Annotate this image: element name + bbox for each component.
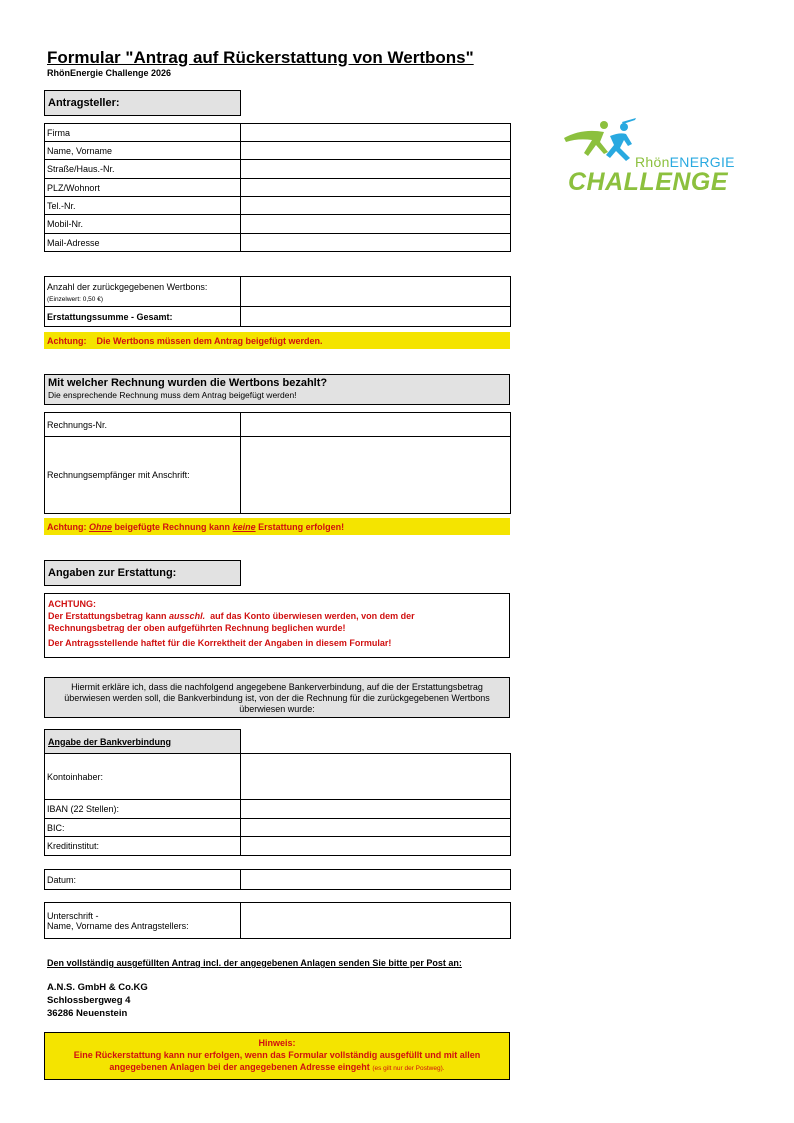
voucher-unit-value: (Einzelwert: 0,50 €) [47, 296, 103, 303]
phone-label: Tel.-Nr. [45, 197, 241, 215]
zip-city-field[interactable] [241, 179, 511, 197]
name-label: Name, Vorname [45, 142, 241, 160]
notice-box: Hinweis: Eine Rückerstattung kann nur erfolgen, wenn das Formular vollständig ausgefüllt und mit allen angegebenen Anlagen bei der angegebenen Adresse eingeht (es gilt nur der Postweg). [44, 1032, 510, 1080]
email-label: Mail-Adresse [45, 234, 241, 252]
bank-table [44, 753, 511, 856]
name-field[interactable] [241, 142, 511, 160]
postal-address: A.N.S. GmbH & Co.KG Schlossbergweg 4 36286 Neuenstein [47, 982, 148, 1019]
signature-field[interactable] [241, 903, 511, 939]
bank-name-label: Kreditinstitut: [45, 837, 241, 856]
invoice-recipient-label: Rechnungsempfänger mit Anschrift: [45, 437, 241, 514]
iban-label: IBAN (22 Stellen): [45, 800, 241, 819]
invoice-heading-box [44, 374, 510, 405]
phone-field[interactable] [241, 197, 511, 215]
firma-field[interactable] [241, 124, 511, 142]
invoice-warning-banner: Achtung: Ohne beigefügte Rechnung kann keine Erstattung erfolgen! [44, 518, 510, 535]
date-field[interactable] [241, 870, 511, 890]
signature-label: Unterschrift - Name, Vorname des Antragstellers: [45, 903, 241, 939]
applicant-table [44, 123, 511, 252]
firma-label: Firma [45, 124, 241, 142]
bank-heading: Angabe der Bankverbindung [44, 729, 241, 754]
invoice-no-label: Rechnungs-Nr. [45, 413, 241, 437]
logo-text-challenge: CHALLENGE [568, 168, 729, 196]
page-title: Formular "Antrag auf Rückerstattung von Wertbons" [47, 48, 474, 67]
invoice-table [44, 412, 511, 514]
event-logo [560, 118, 750, 200]
refund-total-field[interactable] [241, 307, 511, 327]
refund-heading: Angaben zur Erstattung: [44, 560, 241, 586]
bic-field[interactable] [241, 819, 511, 837]
invoice-recipient-field[interactable] [241, 437, 511, 514]
bank-declaration-box: Hiermit erkläre ich, dass die nachfolgend angegebene Bankerverbindung, auf die der Erstattungsbetrag überwiesen werden soll, die Bankverbindung ist, von der die Rechnung für die zurückgegebenen Wertbons überwiesen wurde: [44, 677, 510, 718]
voucher-count-label: Anzahl der zurückgegebenen Wertbons: (Einzelwert: 0,50 €) [45, 277, 241, 307]
street-field[interactable] [241, 160, 511, 179]
refund-total-label: Erstattungssumme - Gesamt: [45, 307, 241, 327]
date-label: Datum: [45, 870, 241, 890]
voucher-warning-banner: Achtung: Die Wertbons müssen dem Antrag beigefügt werden. [44, 332, 510, 349]
mobile-label: Mobil-Nr. [45, 215, 241, 234]
applicant-heading: Antragsteller: [44, 90, 241, 116]
account-holder-field[interactable] [241, 754, 511, 800]
zip-city-label: PLZ/Wohnort [45, 179, 241, 197]
bank-name-field[interactable] [241, 837, 511, 856]
signature-table [44, 902, 511, 939]
voucher-count-field[interactable] [241, 277, 511, 307]
refund-alert-box: ACHTUNG: Der Erstattungsbetrag kann ausschl. auf das Konto überwiesen werden, von dem der Rechnungsbetrag der oben aufgeführten Rechnung beglichen wurde! Der Antragsstellende haftet für die Korrektheit der Angaben in diesem Formular! [44, 593, 510, 658]
runners-icon [560, 118, 640, 166]
invoice-subheading: Die ensprechende Rechnung muss dem Antrag beigefügt werden! [48, 390, 297, 400]
mail-instruction: Den vollständig ausgefüllten Antrag incl. der angegebenen Anlagen senden Sie bitte per Post an: [47, 958, 462, 968]
page-subtitle: RhönEnergie Challenge 2026 [47, 68, 172, 78]
iban-field[interactable] [241, 800, 511, 819]
email-field[interactable] [241, 234, 511, 252]
invoice-no-field[interactable] [241, 413, 511, 437]
bic-label: BIC: [45, 819, 241, 837]
vouchers-table [44, 276, 511, 327]
mobile-field[interactable] [241, 215, 511, 234]
logo-text-rhoenenergie: RhönENERGIE [635, 154, 735, 170]
date-table [44, 869, 511, 890]
street-label: Straße/Haus.-Nr. [45, 160, 241, 179]
invoice-heading: Mit welcher Rechnung wurden die Wertbons bezahlt? [48, 377, 328, 389]
account-holder-label: Kontoinhaber: [45, 754, 241, 800]
